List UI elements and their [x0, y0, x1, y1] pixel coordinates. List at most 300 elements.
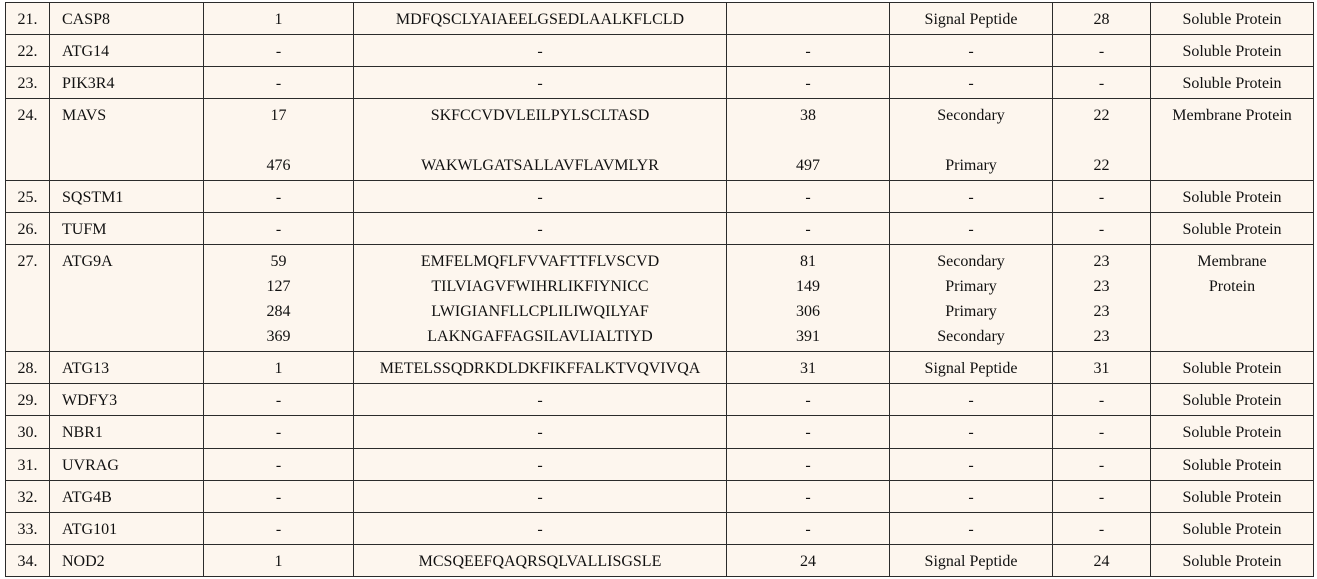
start-position-line: 476: [266, 157, 291, 174]
protein-class-cell: [1151, 513, 1314, 545]
end-position-line: 81: [800, 253, 816, 270]
protein-class-cell: [1151, 449, 1314, 481]
end-position-content: [727, 384, 889, 413]
gene-name-content: [62, 99, 203, 128]
gene-name-cell: [50, 67, 204, 99]
start-position-cell: [204, 352, 354, 384]
end-position-content: [727, 67, 889, 96]
gene-name-content: [62, 181, 203, 210]
gene-name-cell: [50, 35, 204, 67]
start-position-cell: [204, 213, 354, 245]
end-position-line: -: [805, 392, 811, 409]
protein-class: Soluble Protein: [1182, 392, 1282, 409]
sequence-cell: [354, 449, 727, 481]
start-position-cell: [204, 67, 354, 99]
helix-type-cell: [890, 213, 1053, 245]
start-position-content: [204, 449, 353, 478]
end-position-cell: [727, 245, 890, 352]
helix-length-content: [1053, 245, 1150, 349]
table-row: [6, 3, 1314, 35]
protein-class-content: [1151, 213, 1313, 242]
helix-type-line: Signal Peptide: [924, 360, 1018, 377]
gene-name-cell: [50, 213, 204, 245]
start-position-content: [204, 416, 353, 445]
row-number: 31.: [17, 457, 38, 474]
row-number: 23.: [17, 75, 38, 92]
sequence-content: [354, 416, 726, 445]
end-position-cell: [727, 481, 890, 513]
helix-length-cell: [1053, 449, 1151, 481]
gene-name-cell: [50, 449, 204, 481]
helix-length-content: [1053, 513, 1150, 542]
helix-type-cell: [890, 35, 1053, 67]
protein-class: Soluble Protein: [1182, 43, 1282, 60]
gene-name-cell: [50, 513, 204, 545]
protein-class-cell: [1151, 481, 1314, 513]
protein-class-cell: [1151, 3, 1314, 35]
start-position-cell: [204, 545, 354, 577]
sequence-cell: [354, 352, 727, 384]
helix-length-content: [1053, 213, 1150, 242]
gene-name: SQSTM1: [62, 189, 124, 206]
gene-name-content: [62, 352, 203, 381]
start-position-content: [204, 384, 353, 413]
end-position-content: [727, 352, 889, 381]
helix-length-content: [1053, 384, 1150, 413]
end-position-content: [727, 545, 889, 574]
row-number: 32.: [17, 489, 38, 506]
helix-type-cell: [890, 416, 1053, 449]
row-number: 28.: [17, 360, 38, 377]
gene-name-content: [62, 245, 203, 274]
protein-class-cell: [1151, 213, 1314, 245]
row-number-content: [6, 352, 49, 381]
sequence-content: [354, 481, 726, 510]
helix-type-line: -: [968, 489, 974, 506]
protein-class-content: [1151, 416, 1313, 445]
row-number-content: [6, 416, 49, 445]
gene-name-content: [62, 213, 203, 242]
end-position-line: [727, 128, 889, 153]
protein-class: Membrane Protein: [1172, 107, 1292, 124]
start-position-line: [204, 128, 353, 153]
helix-type-line: -: [968, 221, 974, 238]
sequence-line: -: [537, 392, 543, 409]
sequence-line: -: [537, 424, 543, 441]
row-number: 30.: [17, 424, 38, 441]
end-position-cell: [727, 67, 890, 99]
start-position-cell: [204, 3, 354, 35]
row-number-cell: [6, 181, 50, 213]
sequence-content: [354, 67, 726, 96]
helix-type-line: [890, 128, 1052, 153]
start-position-line: -: [275, 189, 282, 206]
start-position-line: 369: [266, 328, 291, 345]
gene-name: NBR1: [62, 424, 103, 441]
table-row: [6, 67, 1314, 99]
table-row: [6, 384, 1314, 416]
protein-class: Soluble Protein: [1182, 75, 1282, 92]
helix-length-cell: [1053, 416, 1151, 449]
helix-type-content: [890, 67, 1052, 96]
gene-name-content: [62, 449, 203, 478]
helix-length-line: 22: [1093, 107, 1110, 124]
row-number-cell: [6, 416, 50, 449]
table-row: [6, 416, 1314, 449]
start-position-content: [204, 545, 353, 574]
protein-class: Soluble Protein: [1182, 489, 1282, 506]
protein-class-content: [1151, 181, 1313, 210]
sequence-line: METELSSQDRKDLDKFIKFFALKTVQVIVQA: [379, 360, 701, 377]
helix-type-content: [890, 481, 1052, 510]
helix-type-cell: [890, 384, 1053, 416]
gene-name: TUFM: [62, 221, 107, 238]
sequence-cell: [354, 545, 727, 577]
end-position-content: [727, 449, 889, 478]
sequence-content: [354, 384, 726, 413]
gene-name-content: [62, 3, 203, 32]
protein-class: Soluble Protein: [1182, 221, 1282, 238]
gene-name-content: [62, 481, 203, 510]
row-number-cell: [6, 213, 50, 245]
sequence-cell: [354, 99, 727, 181]
helix-length-line: -: [1098, 43, 1105, 60]
helix-type-line: -: [968, 75, 974, 92]
table-body: [6, 3, 1314, 577]
protein-class: Soluble Protein: [1182, 360, 1282, 377]
gene-name: CASP8: [62, 11, 111, 28]
table-row: [6, 35, 1314, 67]
end-position-cell: [727, 213, 890, 245]
helix-length-line: -: [1098, 521, 1105, 538]
sequence-content: [354, 181, 726, 210]
gene-name: UVRAG: [62, 457, 119, 474]
helix-type-line: -: [968, 43, 974, 60]
helix-type-content: [890, 99, 1052, 178]
row-number-content: [6, 213, 49, 242]
helix-type-line: -: [968, 189, 974, 206]
gene-name-cell: [50, 3, 204, 35]
start-position-line: -: [275, 489, 282, 506]
sequence-content: [354, 99, 726, 178]
end-position-content: [727, 35, 889, 64]
sequence-line: LWIGIANFLLCPLILIWQILYAF: [431, 303, 649, 320]
gene-name-cell: [50, 352, 204, 384]
helix-length-content: [1053, 416, 1150, 445]
helix-type-cell: [890, 3, 1053, 35]
gene-name-content: [62, 545, 203, 574]
end-position-line: -: [805, 189, 811, 206]
helix-type-line: Signal Peptide: [924, 553, 1018, 570]
helix-type-line: Primary: [945, 157, 997, 174]
helix-type-content: [890, 449, 1052, 478]
start-position-line: -: [275, 521, 282, 538]
row-number-content: [6, 67, 49, 96]
table-row: [6, 481, 1314, 513]
helix-length-content: [1053, 35, 1150, 64]
row-number: 33.: [17, 521, 38, 538]
protein-class-cell: [1151, 35, 1314, 67]
gene-name: ATG9A: [62, 253, 113, 270]
start-position-cell: [204, 513, 354, 545]
sequence-line: LAKNGAFFAGSILAVLIALTIYD: [427, 328, 653, 345]
gene-name-content: [62, 67, 203, 96]
sequence-line: -: [537, 189, 543, 206]
protein-class-cell: [1151, 67, 1314, 99]
start-position-line: 1: [274, 11, 283, 28]
protein-class-content: [1151, 35, 1313, 64]
table-row: [6, 352, 1314, 384]
helix-type-cell: [890, 513, 1053, 545]
helix-length-line: 24: [1093, 553, 1110, 570]
helix-type-line: Secondary: [937, 328, 1005, 345]
end-position-content: [727, 213, 889, 242]
sequence-line: -: [537, 221, 543, 238]
start-position-content: [204, 213, 353, 242]
end-position-line: -: [805, 221, 811, 238]
table-row: [6, 181, 1314, 213]
protein-class-content: [1151, 245, 1313, 299]
helix-length-cell: [1053, 213, 1151, 245]
protein-class: Soluble Protein: [1182, 189, 1282, 206]
row-number-cell: [6, 545, 50, 577]
row-number-content: [6, 384, 49, 413]
sequence-content: [354, 35, 726, 64]
gene-name-cell: [50, 99, 204, 181]
gene-name: ATG14: [62, 43, 110, 60]
sequence-line: SKFCCVDVLEILPYLSCLTASD: [430, 107, 650, 124]
end-position-cell: [727, 3, 890, 35]
row-number-cell: [6, 99, 50, 181]
end-position-line: -: [805, 424, 811, 441]
helix-length-line: -: [1098, 75, 1105, 92]
helix-type-content: [890, 545, 1052, 574]
table-row: [6, 213, 1314, 245]
start-position-line: -: [275, 221, 282, 238]
helix-length-cell: [1053, 99, 1151, 181]
helix-type-cell: [890, 481, 1053, 513]
helix-type-cell: [890, 352, 1053, 384]
gene-name: MAVS: [62, 107, 107, 124]
table-row: [6, 545, 1314, 577]
protein-class-cell: [1151, 416, 1314, 449]
protein-class-content: [1151, 481, 1313, 510]
row-number: 22.: [17, 43, 38, 60]
helix-type-content: [890, 245, 1052, 349]
row-number-content: [6, 545, 49, 574]
sequence-line: EMFELMQFLFVVAFTTFLVSCVD: [420, 253, 660, 270]
protein-class-content: [1151, 352, 1313, 381]
row-number: 24.: [17, 107, 38, 124]
end-position-line: 149: [796, 278, 820, 295]
start-position-content: [204, 245, 353, 349]
table-row: [6, 99, 1314, 181]
end-position-cell: [727, 545, 890, 577]
end-position-content: [727, 99, 889, 178]
start-position-line: -: [275, 392, 282, 409]
start-position-cell: [204, 384, 354, 416]
protein-class: Soluble Protein: [1182, 521, 1282, 538]
helix-length-cell: [1053, 384, 1151, 416]
row-number-content: [6, 99, 49, 128]
row-number-content: [6, 513, 49, 542]
helix-type-line: -: [968, 457, 974, 474]
protein-table: [5, 2, 1314, 577]
sequence-content: [354, 213, 726, 242]
protein-class-content: [1151, 513, 1313, 542]
gene-name-cell: [50, 245, 204, 352]
sequence-line: [354, 128, 726, 153]
protein-class-content: [1151, 99, 1313, 128]
gene-name: PIK3R4: [62, 75, 115, 92]
row-number-cell: [6, 481, 50, 513]
helix-length-cell: [1053, 545, 1151, 577]
protein-class-content: [1151, 545, 1313, 574]
gene-name-cell: [50, 181, 204, 213]
sequence-line: -: [537, 43, 543, 60]
gene-name-content: [62, 416, 203, 445]
end-position-cell: [727, 513, 890, 545]
helix-type-content: [890, 416, 1052, 445]
end-position-cell: [727, 416, 890, 449]
sequence-line: WAKWLGATSALLAVFLAVMLYR: [421, 157, 659, 174]
sequence-cell: [354, 384, 727, 416]
gene-name-content: [62, 384, 203, 413]
end-position-line: -: [805, 43, 811, 60]
start-position-content: [204, 352, 353, 381]
gene-name: ATG101: [62, 521, 118, 538]
row-number-cell: [6, 67, 50, 99]
row-number-content: [6, 35, 49, 64]
protein-class-cell: [1151, 384, 1314, 416]
helix-type-cell: [890, 181, 1053, 213]
helix-length-cell: [1053, 3, 1151, 35]
helix-type-line: Primary: [945, 278, 997, 295]
helix-type-cell: [890, 449, 1053, 481]
table-row: [6, 449, 1314, 481]
protein-class-cell: [1151, 352, 1314, 384]
start-position-cell: [204, 181, 354, 213]
end-position-line: 391: [796, 328, 820, 345]
sequence-line: -: [537, 521, 543, 538]
helix-length-line: -: [1098, 221, 1105, 238]
protein-class-cell: [1151, 99, 1314, 181]
start-position-content: [204, 3, 353, 32]
gene-name-cell: [50, 384, 204, 416]
helix-type-cell: [890, 99, 1053, 181]
helix-type-cell: [890, 67, 1053, 99]
row-number-content: [6, 245, 49, 274]
helix-length-cell: [1053, 67, 1151, 99]
helix-length-cell: [1053, 35, 1151, 67]
helix-length-cell: [1053, 513, 1151, 545]
helix-length-line: 31: [1093, 360, 1110, 377]
row-number: 34.: [17, 553, 38, 570]
gene-name-cell: [50, 416, 204, 449]
helix-type-line: Signal Peptide: [924, 11, 1018, 28]
helix-length-content: [1053, 99, 1150, 178]
helix-type-content: [890, 513, 1052, 542]
gene-name-content: [62, 35, 203, 64]
sequence-cell: [354, 181, 727, 213]
sequence-content: [354, 245, 726, 349]
start-position-line: 1: [274, 553, 283, 570]
sequence-content: [354, 352, 726, 381]
end-position-content: [727, 245, 889, 349]
helix-length-cell: [1053, 481, 1151, 513]
protein-class-content: [1151, 384, 1313, 413]
start-position-cell: [204, 245, 354, 352]
helix-length-line: 23: [1093, 253, 1110, 270]
end-position-line: 38: [800, 107, 816, 124]
helix-length-content: [1053, 481, 1150, 510]
protein-class-content: [1151, 3, 1313, 32]
helix-length-line: -: [1098, 392, 1105, 409]
start-position-line: -: [275, 43, 282, 60]
sequence-content: [354, 449, 726, 478]
helix-length-content: [1053, 545, 1150, 574]
protein-class-cell: [1151, 181, 1314, 213]
end-position-cell: [727, 384, 890, 416]
helix-type-content: [890, 213, 1052, 242]
sequence-cell: [354, 3, 727, 35]
helix-type-line: Secondary: [937, 253, 1005, 270]
start-position-cell: [204, 99, 354, 181]
helix-type-cell: [890, 245, 1053, 352]
start-position-line: 59: [270, 253, 287, 270]
end-position-line: -: [805, 457, 811, 474]
start-position-line: -: [275, 457, 282, 474]
protein-class-content: [1151, 67, 1313, 96]
row-number-cell: [6, 384, 50, 416]
protein-class: Soluble Protein: [1182, 553, 1282, 570]
end-position-cell: [727, 35, 890, 67]
helix-type-line: -: [968, 392, 974, 409]
sequence-cell: [354, 481, 727, 513]
sequence-cell: [354, 35, 727, 67]
helix-length-content: [1053, 449, 1150, 478]
sequence-content: [354, 513, 726, 542]
helix-length-cell: [1053, 245, 1151, 352]
helix-type-content: [890, 3, 1052, 32]
start-position-line: 17: [270, 107, 287, 124]
start-position-line: -: [275, 75, 282, 92]
row-number-content: [6, 449, 49, 478]
start-position-content: [204, 67, 353, 96]
end-position-line: 497: [796, 157, 820, 174]
sequence-line: MDFQSCLYAIAEELGSEDLAALKFLCLD: [395, 11, 685, 28]
end-position-content: [727, 513, 889, 542]
sequence-cell: [354, 513, 727, 545]
start-position-cell: [204, 481, 354, 513]
helix-length-content: [1053, 67, 1150, 96]
row-number-content: [6, 3, 49, 32]
row-number-cell: [6, 352, 50, 384]
sequence-line: -: [537, 75, 543, 92]
helix-length-content: [1053, 352, 1150, 381]
sequence-line: MCSQEEFQAQRSQLVALLISGSLE: [418, 553, 662, 570]
helix-type-line: Secondary: [937, 107, 1005, 124]
sequence-cell: [354, 416, 727, 449]
helix-type-cell: [890, 545, 1053, 577]
protein-class: Soluble Protein: [1182, 11, 1282, 28]
gene-name-cell: [50, 481, 204, 513]
row-number: 29.: [17, 392, 38, 409]
table-row: [6, 513, 1314, 545]
protein-class-cell: [1151, 545, 1314, 577]
helix-length-line: -: [1098, 189, 1105, 206]
helix-length-line: 23: [1093, 303, 1110, 320]
